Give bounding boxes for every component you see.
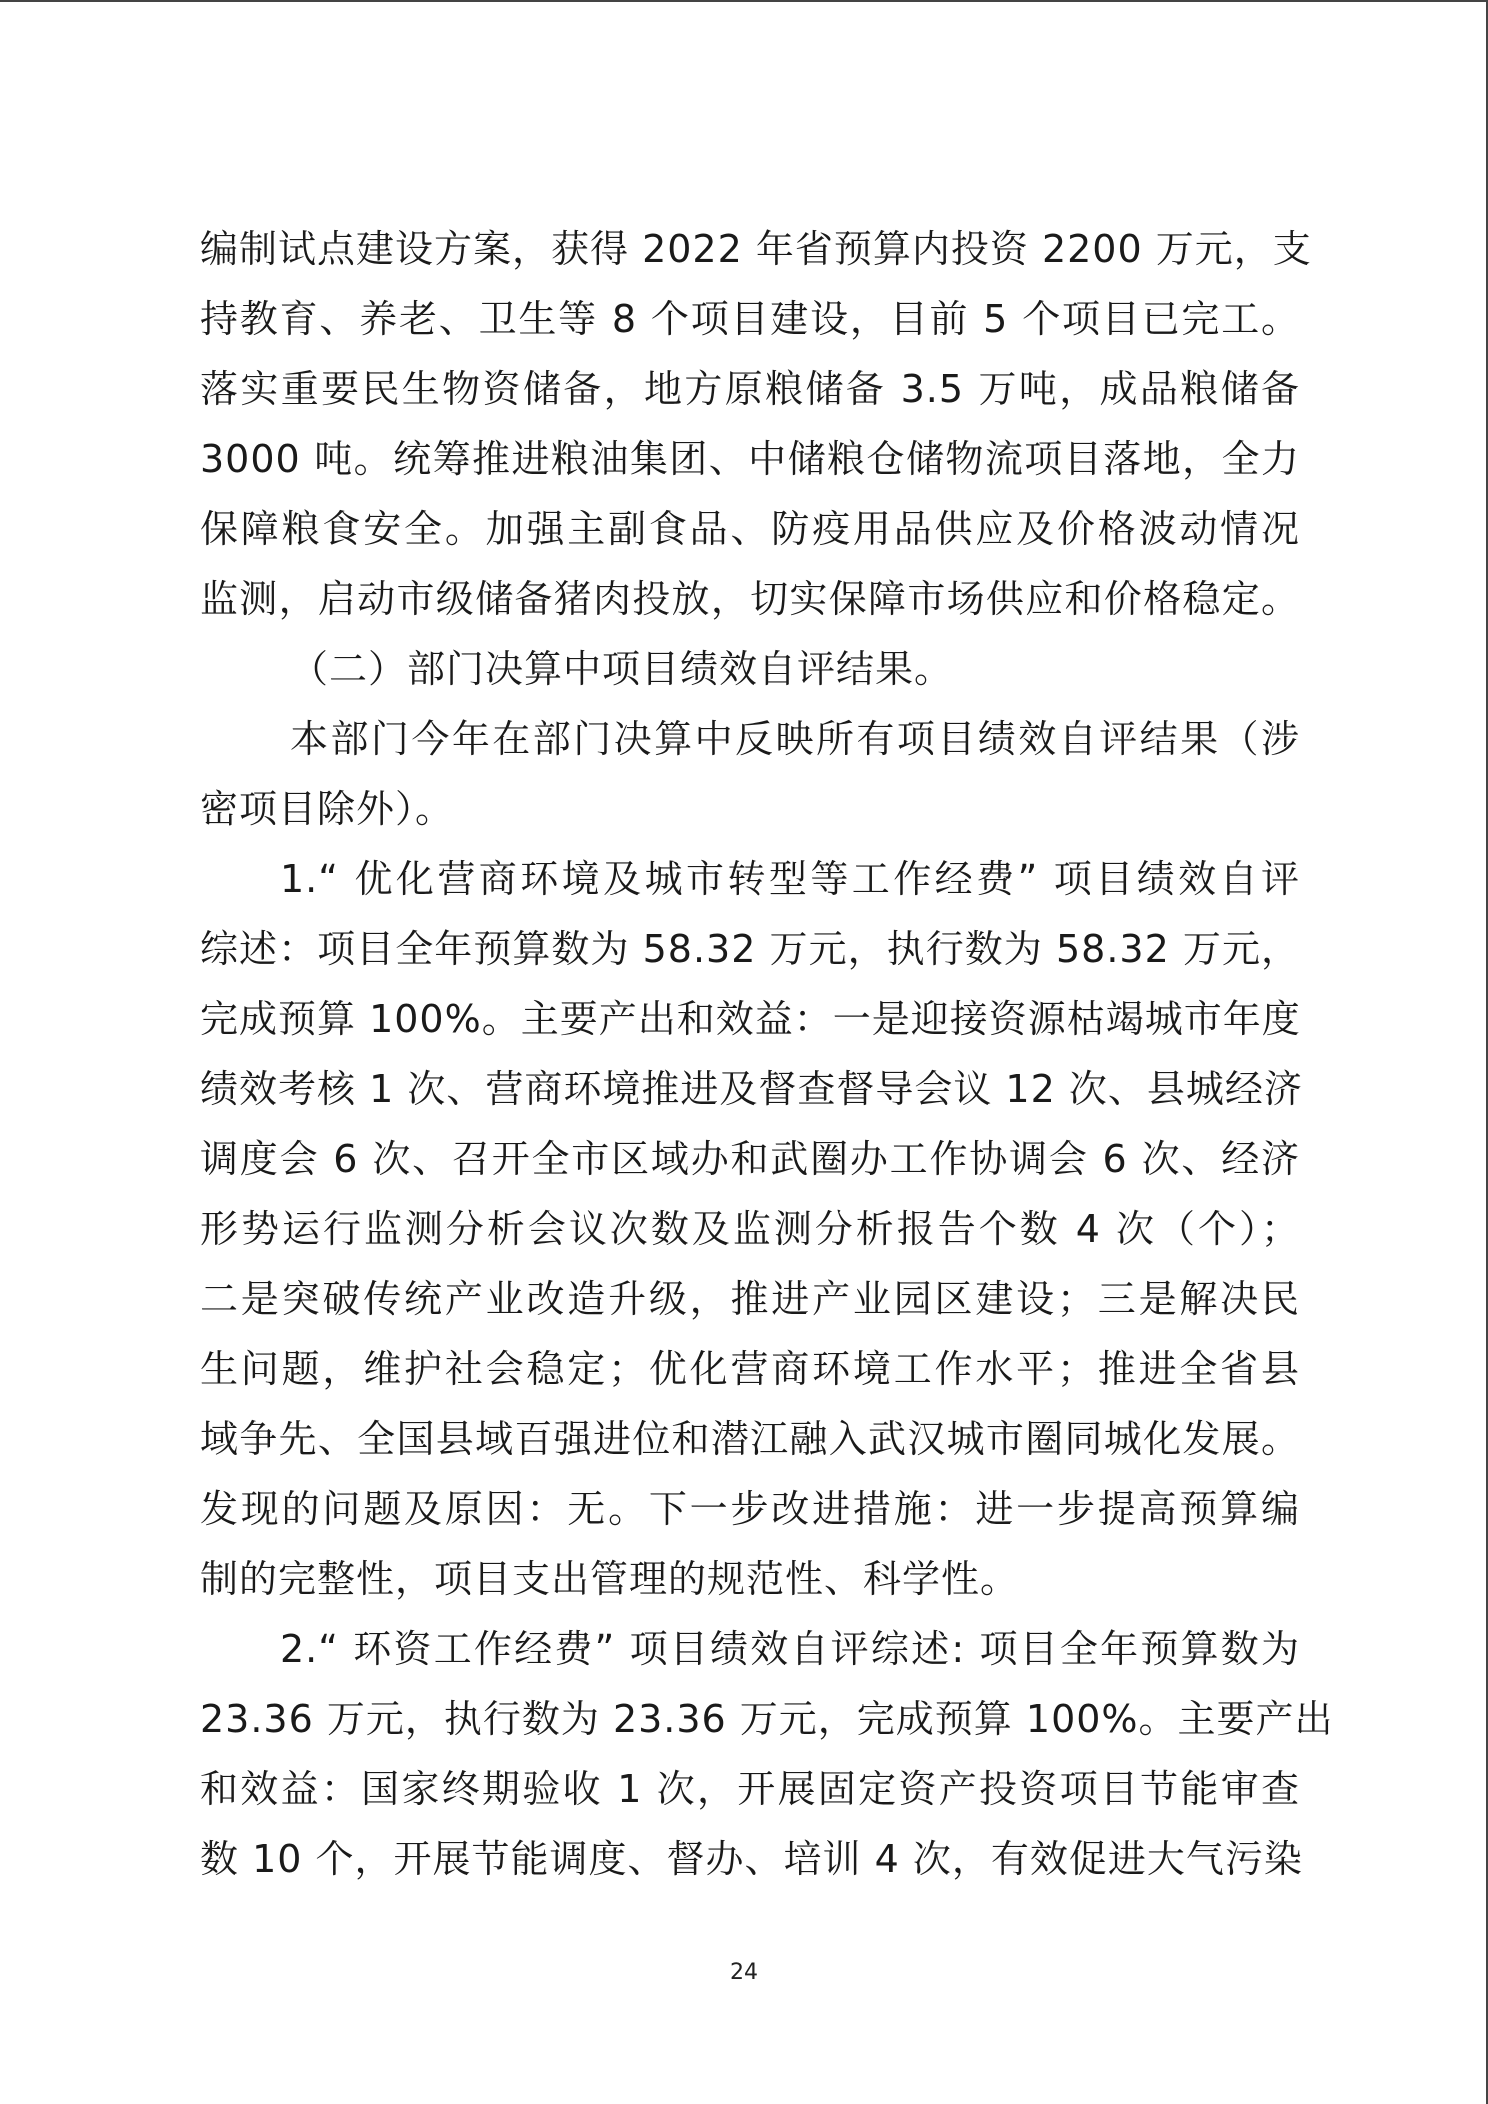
text-line: 密项目除外）。: [200, 787, 455, 831]
text-line: 本部门今年在部门决算中反映所有项目绩效自评结果（涉: [290, 717, 1300, 761]
page-number: 24: [730, 1960, 758, 1985]
section-heading: （二）部门决算中项目绩效自评结果。: [290, 647, 954, 691]
text-line: 完成预算 100%。主要产出和效益：一是迎接资源枯竭城市年度: [200, 997, 1301, 1041]
text-line: 保障粮食安全。加强主副食品、防疫用品供应及价格波动情况: [200, 507, 1300, 551]
text-line: 监测，启动市级储备猪肉投放，切实保障市场供应和价格稳定。: [200, 577, 1300, 621]
text-line: 形势运行监测分析会议次数及监测分析报告个数 4 次（个）；: [200, 1207, 1300, 1251]
text-line: 落实重要民生物资储备，地方原粮储备 3.5 万吨，成品粮储备: [200, 367, 1300, 411]
text-line: 调度会 6 次、召开全市区域办和武圈办工作协调会 6 次、经济: [200, 1137, 1300, 1181]
text-line: 和效益：国家终期验收 1 次，开展固定资产投资项目节能审查: [200, 1767, 1300, 1811]
text-line: 编制试点建设方案，获得 2022 年省预算内投资 2200 万元，支: [200, 227, 1312, 271]
text-line: 综述：项目全年预算数为 58.32 万元，执行数为 58.32 万元，: [200, 927, 1300, 971]
text-line: 3000 吨。统筹推进粮油集团、中储粮仓储物流项目落地，全力: [200, 437, 1300, 481]
text-line: 持教育、养老、卫生等 8 个项目建设，目前 5 个项目已完工。: [200, 297, 1300, 341]
text-line: 二是突破传统产业改造升级，推进产业园区建设；三是解决民: [200, 1277, 1300, 1321]
text-line: 2.“ 环资工作经费” 项目绩效自评综述: 项目全年预算数为: [280, 1627, 1300, 1671]
text-line: 绩效考核 1 次、营商环境推进及督查督导会议 12 次、县城经济: [200, 1067, 1303, 1111]
text-line: 数 10 个，开展节能调度、督办、培训 4 次，有效促进大气污染: [200, 1837, 1303, 1881]
text-line: 23.36 万元，执行数为 23.36 万元，完成预算 100%。主要产出: [200, 1697, 1334, 1741]
text-line: 1.“ 优化营商环境及城市转型等工作经费” 项目绩效自评: [280, 857, 1300, 901]
text-line: 发现的问题及原因：无。下一步改进措施：进一步提高预算编: [200, 1487, 1300, 1531]
text-line: 域争先、全国县域百强进位和潜江融入武汉城市圈同城化发展。: [200, 1417, 1300, 1461]
text-line: 生问题，维护社会稳定；优化营商环境工作水平；推进全省县: [200, 1347, 1300, 1391]
text-line: 制的完整性，项目支出管理的规范性、科学性。: [200, 1557, 1020, 1601]
